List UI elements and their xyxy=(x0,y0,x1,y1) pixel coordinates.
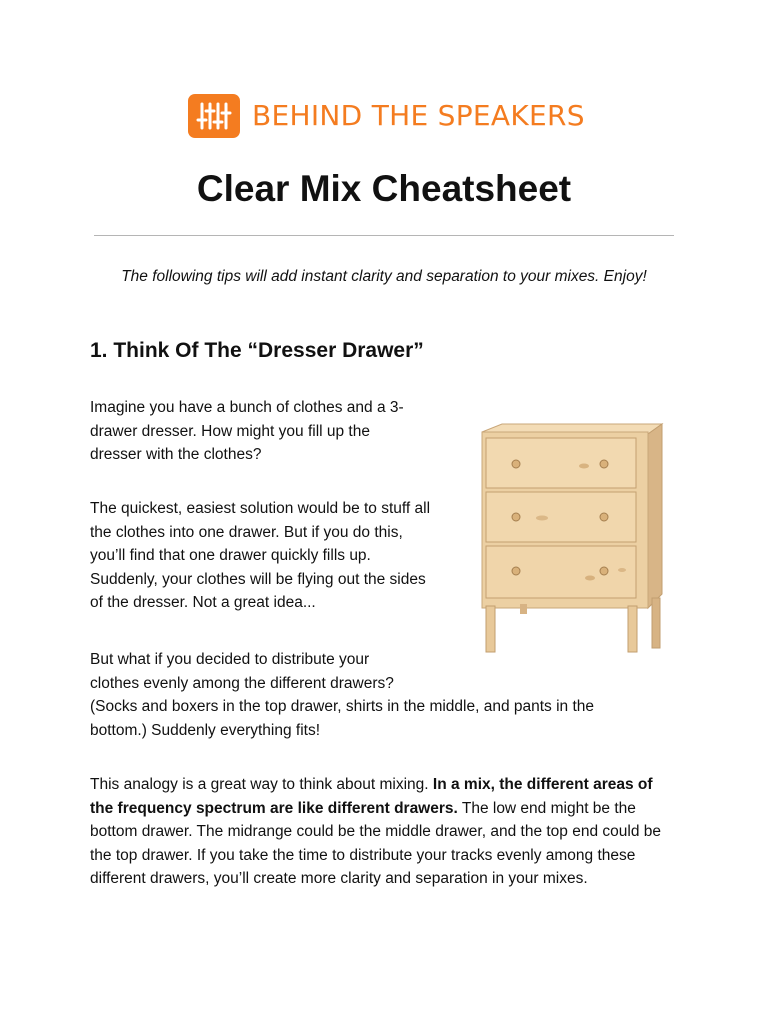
paragraph-3-line: But what if you decided to distribute your xyxy=(90,651,370,668)
paragraph-3-line: bottom.) Suddenly everything fits! xyxy=(90,721,321,739)
paragraph-3-line: clothes evenly among the different drawers? xyxy=(90,674,394,692)
paragraph-4-rest: The low end might be the bottom drawer. The midrange could be the middle drawer, and the top end could be the top drawer. If you take the time to distribute your tracks evenly among these different drawers, you’ll create more clarity and separation in your mixes. xyxy=(90,799,661,887)
page-title: Clear Mix Cheatsheet xyxy=(196,168,572,209)
mixer-faders-icon xyxy=(188,94,240,138)
paragraph-2: The quickest, easiest solution would be to stuff all the clothes into one drawer. But if you do this, you’ll find that one drawer quickly fills up. Suddenly, your clothes will be flying out the sides of the dresser. Not a great idea... xyxy=(90,500,431,611)
paragraph-4-lead: This analogy is a great way to think about mixing. xyxy=(90,776,433,793)
section-heading: 1. Think Of The “Dresser Drawer” xyxy=(90,339,424,362)
wooden-dresser-image xyxy=(472,418,672,658)
paragraph-4-bold: In a mix, the different areas of the frequency spectrum are like different drawers. xyxy=(90,776,653,817)
paragraph-3 xyxy=(90,648,650,742)
paragraph-1: Imagine you have a bunch of clothes and a 3-drawer dresser. How might you fill up the dresser with the clothes? xyxy=(90,399,404,463)
paragraph-3-line: (Socks and boxers in the top drawer, shirts in the middle, and pants in the xyxy=(90,698,595,715)
logo-text: BEHIND THE SPEAKERS xyxy=(252,99,585,132)
divider xyxy=(94,235,674,236)
paragraph-4 xyxy=(90,773,675,891)
brand-logo xyxy=(188,94,585,138)
intro-text: The following tips will add instant clarity and separation to your mixes. Enjoy! xyxy=(121,268,647,285)
